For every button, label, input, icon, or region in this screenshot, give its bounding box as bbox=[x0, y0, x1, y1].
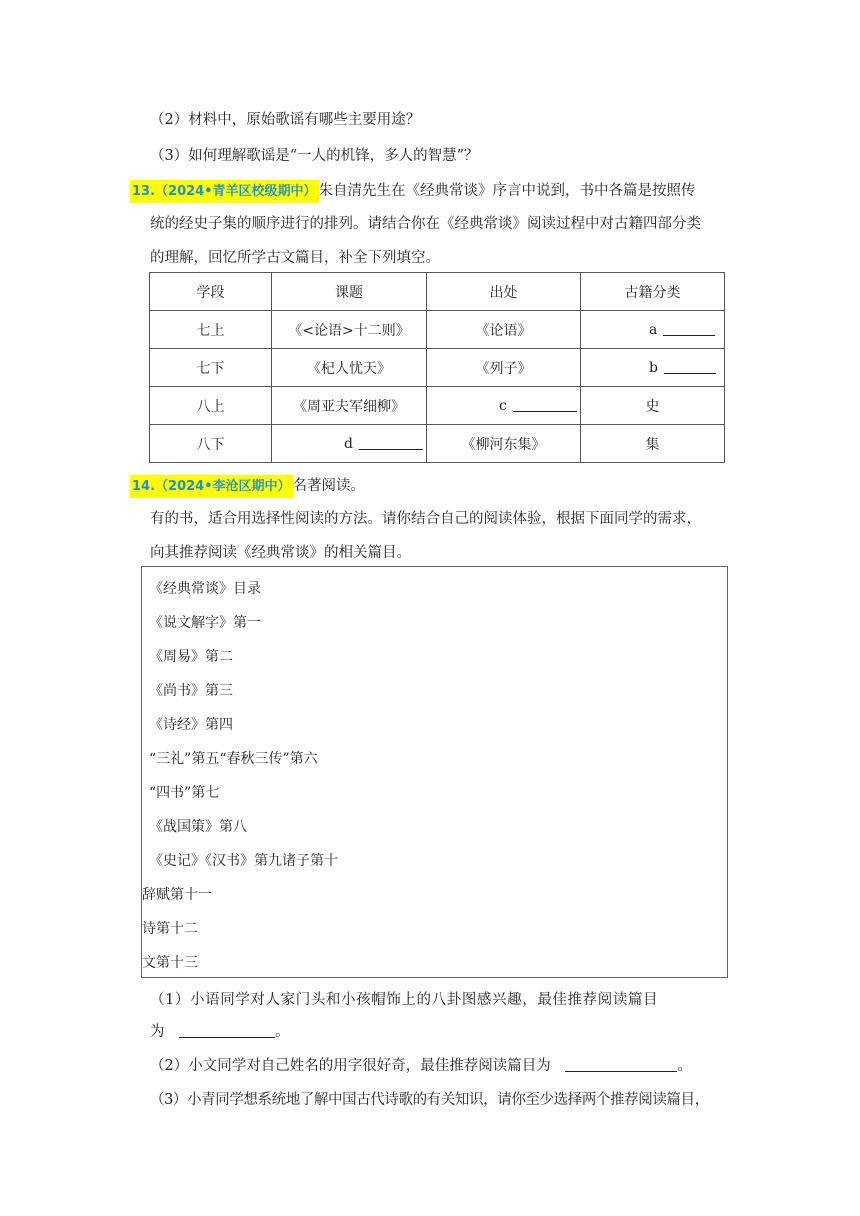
toc-box bbox=[141, 566, 728, 978]
q14-intro-line1: 有的书，适合用选择性阅读的方法。请你结合自己的阅读体验，根据下面同学的需求， bbox=[150, 511, 701, 527]
table-cell: 《<论语>十二则》 bbox=[272, 311, 427, 349]
q13-text-line3: 的理解，回忆所学古文篇目，补全下列填空。 bbox=[150, 250, 440, 266]
q14-sub2-answer-field[interactable] bbox=[565, 1057, 677, 1072]
blank-label-a: a bbox=[649, 322, 658, 338]
toc-item: 《诗经》第四 bbox=[149, 717, 233, 733]
toc-item: “三礼”第五“春秋三传”第六 bbox=[149, 751, 318, 767]
q13-table bbox=[149, 272, 725, 463]
table-cell: 史 bbox=[581, 387, 725, 425]
q14-source-tag: 14.（2024•李沧区期中） bbox=[130, 475, 293, 498]
q14-sub1-prefix: 为 bbox=[150, 1024, 165, 1040]
q14-sub2-end: 。 bbox=[677, 1058, 692, 1074]
table-cell: 《列子》 bbox=[427, 349, 581, 387]
table-cell bbox=[581, 349, 725, 387]
q14-intro-line2: 向其推荐阅读《经典常谈》的相关篇目。 bbox=[150, 545, 411, 561]
toc-item: 《战国策》第八 bbox=[149, 819, 247, 835]
blank-c-field[interactable] bbox=[513, 397, 577, 412]
q13-text-line1: 朱自清先生在《经典常谈》序言中说到，书中各篇是按照传 bbox=[318, 183, 696, 199]
q14-sub1-answer-field[interactable] bbox=[179, 1023, 275, 1038]
table-header-cell: 学段 bbox=[150, 273, 272, 311]
q14-sub2-line bbox=[150, 1056, 692, 1076]
table-header-cell: 出处 bbox=[427, 273, 581, 311]
blank-b-field[interactable] bbox=[664, 359, 716, 374]
toc-item: 诗第十二 bbox=[142, 921, 198, 937]
toc-item: 《周易》第二 bbox=[149, 649, 233, 665]
table-cell: 《柳河东集》 bbox=[427, 425, 581, 463]
table-cell: 七下 bbox=[150, 349, 272, 387]
table-cell bbox=[272, 425, 427, 463]
blank-label-c: c bbox=[499, 398, 507, 414]
table-cell: 《论语》 bbox=[427, 311, 581, 349]
table-cell bbox=[581, 311, 725, 349]
q14-sub2-text: （2）小文同学对自己姓名的用字很好奇，最佳推荐阅读篇目为 bbox=[150, 1058, 551, 1074]
blank-d-field[interactable] bbox=[359, 435, 423, 450]
table-row bbox=[150, 425, 725, 463]
table-row bbox=[150, 311, 725, 349]
q13-first-line bbox=[130, 181, 696, 202]
q13-source-tag: 13.（2024•青羊区校级期中） bbox=[130, 180, 319, 203]
table-cell: 七上 bbox=[150, 311, 272, 349]
q14-sub1-end: 。 bbox=[275, 1024, 290, 1040]
table-header-cell: 古籍分类 bbox=[581, 273, 725, 311]
table-row bbox=[150, 387, 725, 425]
q14-first-line bbox=[130, 476, 365, 497]
toc-item: 《尚书》第三 bbox=[149, 683, 233, 699]
blank-label-d: d bbox=[344, 436, 353, 452]
toc-item: 文第十三 bbox=[142, 955, 198, 971]
table-header-row bbox=[150, 273, 725, 311]
table-cell: 《周亚夫军细柳》 bbox=[272, 387, 427, 425]
toc-item: 《经典常谈》目录 bbox=[149, 581, 261, 597]
q12-sub3: （3）如何理解歌谣是“一人的机锋，多人的智慧”？ bbox=[150, 148, 479, 164]
q14-lead: 名著阅读。 bbox=[292, 478, 366, 494]
q14-sub3-line: （3）小青同学想系统地了解中国古代诗歌的有关知识，请你至少选择两个推荐阅读篇目， bbox=[150, 1092, 709, 1108]
table-cell: 《杞人忧天》 bbox=[272, 349, 427, 387]
q12-sub2: （2）材料中，原始歌谣有哪些主要用途？ bbox=[150, 112, 421, 128]
q14-sub1-line2 bbox=[150, 1022, 290, 1042]
toc-item: 《史记》《汉书》第九诸子第十 bbox=[149, 853, 338, 869]
toc-item: 辞赋第十一 bbox=[142, 887, 212, 903]
blank-label-b: b bbox=[649, 360, 658, 376]
q14-sub1-line1: （1）小语同学对人家门头和小孩帽饰上的八卦图感兴趣，最佳推荐阅读篇目 bbox=[150, 992, 659, 1008]
toc-item: “四书”第七 bbox=[149, 785, 220, 801]
q13-text-line2: 统的经史子集的顺序进行的排列。请结合你在《经典常谈》阅读过程中对古籍四部分类 bbox=[150, 216, 701, 232]
table-header-cell: 课题 bbox=[272, 273, 427, 311]
table-cell: 八下 bbox=[150, 425, 272, 463]
table-cell: 集 bbox=[581, 425, 725, 463]
toc-item: 《说文解字》第一 bbox=[149, 615, 261, 631]
blank-a-field[interactable] bbox=[663, 321, 715, 336]
table-row bbox=[150, 349, 725, 387]
table-cell: 八上 bbox=[150, 387, 272, 425]
table-cell bbox=[427, 387, 581, 425]
